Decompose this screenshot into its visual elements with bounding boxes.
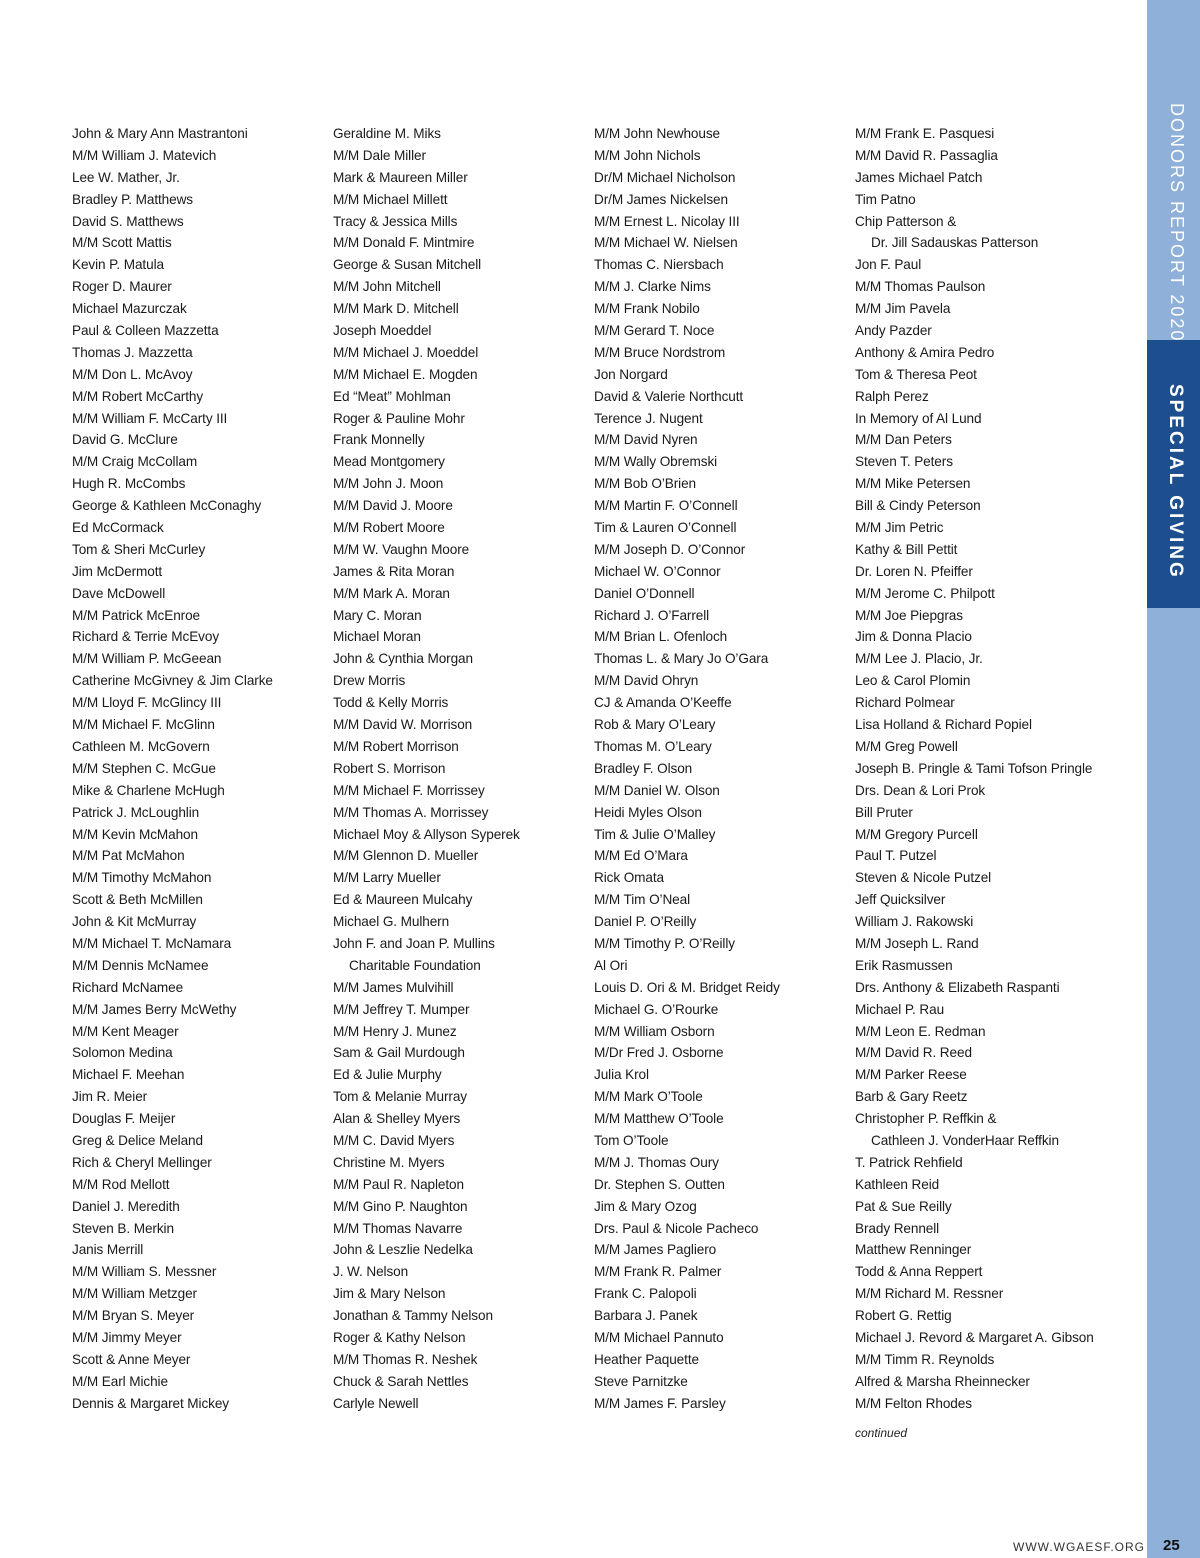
donor-entry: Andy Pazder [855, 323, 932, 339]
donor-entry: Louis D. Ori & M. Bridget Reidy [594, 979, 780, 995]
donor-entry: M/M Thomas A. Morrissey [333, 804, 489, 820]
donor-entry: Michael F. Meehan [72, 1067, 185, 1083]
donor-entry: M/M Gregory Purcell [855, 826, 978, 842]
donor-entry: Pat & Sue Reilly [855, 1198, 952, 1214]
donor-entry: Richard McNamee [72, 979, 184, 995]
donor-column-3 [594, 123, 849, 1415]
donor-entry: John & Kit McMurray [72, 914, 197, 930]
donor-entry: M/M Michael F. McGlinn [72, 717, 215, 733]
donor-entry: Erik Rasmussen [855, 957, 953, 973]
donor-entry: Ed & Maureen Mulcahy [333, 892, 473, 908]
donor-entry: M/Dr Fred J. Osborne [594, 1045, 724, 1061]
donor-entry: M/M Michael E. Mogden [333, 366, 478, 382]
donor-entry: Terence J. Nugent [594, 410, 703, 426]
donor-entry: M/M John Mitchell [333, 279, 441, 295]
donor-entry: Christine M. Myers [333, 1154, 445, 1170]
donor-entry: M/M William F. McCarty III [72, 410, 228, 426]
donor-entry: Scott & Beth McMillen [72, 892, 203, 908]
donor-entry: M/M Kent Meager [72, 1023, 179, 1039]
donor-entry: M/M John Nichols [594, 147, 701, 163]
donor-entry: M/M Parker Reese [855, 1067, 967, 1083]
donor-entry: M/M Robert Moore [333, 520, 445, 536]
donor-entry: M/M Wally Obremski [594, 454, 718, 470]
donor-entry: Al Ori [594, 957, 628, 973]
donor-entry: M/M John Newhouse [594, 126, 720, 141]
donor-entry: Dr. Stephen S. Outten [594, 1176, 725, 1192]
donor-entry: Steven T. Peters [855, 454, 953, 470]
donor-entry: Tim & Julie O’Malley [594, 826, 716, 842]
section-title: SPECIAL GIVING [1165, 384, 1186, 580]
donor-entry: Kathy & Bill Pettit [855, 541, 958, 557]
donor-entry: CJ & Amanda O’Keeffe [594, 695, 732, 711]
donor-entry: M/M Robert Morrison [333, 738, 459, 754]
donor-entry: Dennis & Margaret Mickey [72, 1395, 230, 1411]
donor-entry: M/M David R. Reed [855, 1045, 972, 1061]
donor-entry: M/M Robert McCarthy [72, 388, 204, 404]
donor-column-1 [72, 123, 327, 1415]
donor-entry: M/M Matthew O’Toole [594, 1111, 724, 1127]
donor-entry: Michael Moy & Allyson Syperek [333, 826, 520, 842]
donor-entry: Greg & Delice Meland [72, 1132, 203, 1148]
donor-entry: Heather Paquette [594, 1351, 699, 1367]
donor-entry: M/M William S. Messner [72, 1264, 217, 1280]
donor-entry: John & Leszlie Nedelka [333, 1242, 473, 1258]
donor-entry: James Michael Patch [855, 169, 983, 185]
donor-entry: Bill & Cindy Peterson [855, 498, 981, 514]
donor-entry: M/M W. Vaughn Moore [333, 541, 470, 557]
donor-entry: Dr/M Michael Nicholson [594, 169, 736, 185]
donor-entry: Cathleen J. VonderHaar Reffkin [871, 1132, 1059, 1148]
donor-entry: Drew Morris [333, 673, 406, 689]
donor-entry: M/M Rod Mellott [72, 1176, 170, 1192]
donor-entry: Mead Montgomery [333, 454, 445, 470]
donor-entry: M/M James Pagliero [594, 1242, 717, 1258]
donor-entry: John F. and Joan P. Mullins [333, 935, 495, 951]
donor-entry: Michael J. Revord & Margaret A. Gibson [855, 1329, 1094, 1345]
donor-entry: Drs. Dean & Lori Prok [855, 782, 986, 798]
donor-entry: Jim R. Meier [72, 1089, 148, 1105]
donor-entry: M/M Timm R. Reynolds [855, 1351, 995, 1367]
donor-entry: Daniel O’Donnell [594, 585, 695, 601]
donor-entry: Steven B. Merkin [72, 1220, 174, 1236]
donor-entry: M/M Lee J. Placio, Jr. [855, 651, 983, 667]
donor-entry: Charitable Foundation [349, 957, 481, 973]
donor-entry: Jeff Quicksilver [855, 892, 946, 908]
donor-entry: Drs. Paul & Nicole Pacheco [594, 1220, 759, 1236]
donor-entry: Roger & Pauline Mohr [333, 410, 465, 426]
donor-entry: Sam & Gail Murdough [333, 1045, 465, 1061]
donor-entry: Tim Patno [855, 191, 916, 207]
donor-entry: Barbara J. Panek [594, 1308, 698, 1324]
donor-entry: T. Patrick Rehfield [855, 1154, 963, 1170]
donor-entry: M/M Paul R. Napleton [333, 1176, 464, 1192]
donor-entry: Michael Mazurczak [72, 301, 187, 317]
donor-entry: M/M Patrick McEnroe [72, 607, 201, 623]
donor-entry: Frank Monnelly [333, 432, 425, 448]
donor-entry: Douglas F. Meijer [72, 1111, 176, 1127]
donor-entry: M/M C. David Myers [333, 1132, 455, 1148]
donor-entry: Roger D. Maurer [72, 279, 172, 295]
footer-url[interactable]: WWW.WGAESF.ORG [1013, 1540, 1145, 1554]
donor-entry: M/M James Berry McWethy [72, 1001, 237, 1017]
donor-entry: M/M Lloyd F. McGlincy III [72, 695, 222, 711]
donor-entry: Matthew Renninger [855, 1242, 972, 1258]
donor-entry: Cathleen M. McGovern [72, 738, 210, 754]
donor-entry: M/M Bryan S. Meyer [72, 1308, 195, 1324]
continued-label: continued [855, 1426, 908, 1440]
donor-entry: Robert S. Morrison [333, 760, 446, 776]
donor-entry: Heidi Myles Olson [594, 804, 702, 820]
donor-entry: Solomon Medina [72, 1045, 173, 1061]
donor-entry: M/M Richard M. Ressner [855, 1286, 1004, 1302]
donor-entry: M/M Dan Peters [855, 432, 952, 448]
donor-entry: M/M Mark A. Moran [333, 585, 450, 601]
donor-entry: Thomas C. Niersbach [594, 257, 724, 273]
donor-entry: M/M Scott Mattis [72, 235, 172, 251]
donor-entry: Richard & Terrie McEvoy [72, 629, 220, 645]
donor-entry: M/M Bob O’Brien [594, 476, 696, 492]
donor-entry: M/M Michael F. Morrissey [333, 782, 485, 798]
donor-entry: Carlyle Newell [333, 1395, 419, 1411]
donor-entry: M/M Dale Miller [333, 147, 426, 163]
donor-entry: M/M Kevin McMahon [72, 826, 198, 842]
donor-entry: Bradley P. Matthews [72, 191, 194, 207]
donor-entry: Michael G. Mulhern [333, 914, 450, 930]
donor-entry: M/M David Ohryn [594, 673, 699, 689]
donor-entry: Janis Merrill [72, 1242, 144, 1258]
donor-entry: Christopher P. Reffkin & [855, 1111, 997, 1127]
donor-entry: Scott & Anne Meyer [72, 1351, 191, 1367]
donor-entry: Tom & Theresa Peot [855, 366, 977, 382]
donor-entry: George & Kathleen McConaghy [72, 498, 262, 514]
donor-entry: Chuck & Sarah Nettles [333, 1373, 469, 1389]
donor-entry: Jim & Donna Placio [855, 629, 972, 645]
donor-entry: Anthony & Amira Pedro [855, 344, 995, 360]
donor-entry: M/M William P. McGeean [72, 651, 222, 667]
donor-entry: Dr. Jill Sadauskas Patterson [871, 235, 1039, 251]
donor-entry: Thomas L. & Mary Jo O’Gara [594, 651, 769, 667]
donor-entry: John & Cynthia Morgan [333, 651, 473, 667]
donor-entry: M/M Michael W. Nielsen [594, 235, 738, 251]
donor-entry: M/M David W. Morrison [333, 717, 473, 733]
donor-entry: Thomas M. O’Leary [594, 738, 712, 754]
donor-entry: Patrick J. McLoughlin [72, 804, 200, 820]
donor-entry: M/M Ernest L. Nicolay III [594, 213, 740, 229]
donor-entry: M/M Mark D. Mitchell [333, 301, 459, 317]
donor-entry: M/M Joseph D. O’Connor [594, 541, 746, 557]
donor-entry: M/M David Nyren [594, 432, 698, 448]
donor-entry: Paul & Colleen Mazzetta [72, 323, 219, 339]
donor-entry: Steven & Nicole Putzel [855, 870, 992, 886]
donor-entry: Alfred & Marsha Rheinnecker [855, 1373, 1030, 1389]
donor-entry: M/M Jeffrey T. Mumper [333, 1001, 470, 1017]
donor-entry: George & Susan Mitchell [333, 257, 482, 273]
donor-entry: Frank C. Palopoli [594, 1286, 697, 1302]
donor-entry: M/M Tim O’Neal [594, 892, 691, 908]
donor-entry: Mark & Maureen Miller [333, 169, 468, 185]
donor-entry: M/M Craig McCollam [72, 454, 198, 470]
donor-entry: Jon Norgard [594, 366, 668, 382]
donor-entry: Paul T. Putzel [855, 848, 937, 864]
donor-entry: J. W. Nelson [333, 1264, 409, 1280]
donor-entry: Rich & Cheryl Mellinger [72, 1154, 212, 1170]
donor-entry: Joseph Moeddel [333, 323, 432, 339]
donor-entry: Jon F. Paul [855, 257, 922, 273]
donor-entry: M/M Martin F. O’Connell [594, 498, 738, 514]
donor-entry: Catherine McGivney & Jim Clarke [72, 673, 273, 689]
donor-entry: Joseph B. Pringle & Tami Tofson Pringle [855, 760, 1093, 776]
donor-entry: M/M Larry Mueller [333, 870, 441, 886]
donor-entry: M/M Thomas R. Neshek [333, 1351, 478, 1367]
report-title: DONORS REPORT 2020 [1167, 103, 1187, 343]
donor-entry: Jim McDermott [72, 563, 163, 579]
donor-entry: M/M Frank R. Palmer [594, 1264, 722, 1280]
donor-entry: David & Valerie Northcutt [594, 388, 744, 404]
donor-entry: Dr. Loren N. Pfeiffer [855, 563, 973, 579]
donor-entry: Richard Polmear [855, 695, 955, 711]
donor-entry: Michael W. O’Connor [594, 563, 721, 579]
donor-entry: M/M J. Clarke Nims [594, 279, 711, 295]
donor-entry: Richard J. O’Farrell [594, 607, 710, 623]
donor-entry: John & Mary Ann Mastrantoni [72, 126, 248, 141]
donor-entry: In Memory of Al Lund [855, 410, 982, 426]
donor-entry: Tom & Sheri McCurley [72, 541, 206, 557]
donor-entry: M/M Pat McMahon [72, 848, 185, 864]
donor-entry: M/M John J. Moon [333, 476, 444, 492]
donor-entry: Mary C. Moran [333, 607, 422, 623]
donor-entry: M/M Michael J. Moeddel [333, 344, 479, 360]
donor-entry: Tom O’Toole [594, 1132, 669, 1148]
donor-entry: Ed “Meat” Mohlman [333, 388, 451, 404]
donor-entry: M/M Thomas Navarre [333, 1220, 463, 1236]
donor-entry: M/M Joe Piepgras [855, 607, 963, 623]
donor-entry: Lee W. Mather, Jr. [72, 169, 180, 185]
donor-entry: Roger & Kathy Nelson [333, 1329, 466, 1345]
donor-entry: Todd & Anna Reppert [855, 1264, 983, 1280]
donor-entry: Drs. Anthony & Elizabeth Raspanti [855, 979, 1060, 995]
donor-entry: Julia Krol [594, 1067, 649, 1083]
donor-entry: Kathleen Reid [855, 1176, 940, 1192]
donor-entry: M/M Michael Millett [333, 191, 448, 207]
donor-entry: Geraldine M. Miks [333, 126, 441, 141]
donor-entry: M/M Leon E. Redman [855, 1023, 986, 1039]
donor-column-2 [333, 123, 588, 1415]
donor-entry: Dave McDowell [72, 585, 166, 601]
donor-entry: James & Rita Moran [333, 563, 455, 579]
donor-entry: M/M Joseph L. Rand [855, 935, 979, 951]
donor-entry: M/M David R. Passaglia [855, 147, 998, 163]
donor-entry: Alan & Shelley Myers [333, 1111, 461, 1127]
donor-entry: M/M Mark O’Toole [594, 1089, 703, 1105]
donor-entry: Brady Rennell [855, 1220, 940, 1236]
donor-entry: Ralph Perez [855, 388, 929, 404]
donor-entry: Jonathan & Tammy Nelson [333, 1308, 493, 1324]
donor-entry: M/M James Mulvihill [333, 979, 454, 995]
donor-entry: M/M Earl Michie [72, 1373, 168, 1389]
donor-entry: Ed & Julie Murphy [333, 1067, 442, 1083]
donor-list [72, 123, 1152, 1423]
donor-entry: Barb & Gary Reetz [855, 1089, 968, 1105]
donor-entry: Michael Moran [333, 629, 421, 645]
donor-entry: M/M Henry J. Munez [333, 1023, 457, 1039]
donor-entry: David S. Matthews [72, 213, 184, 229]
donor-entry: M/M Thomas Paulson [855, 279, 986, 295]
donor-entry: Steve Parnitzke [594, 1373, 688, 1389]
donor-entry: Dr/M James Nickelsen [594, 191, 728, 207]
donor-entry: M/M William Osborn [594, 1023, 715, 1039]
donor-entry: M/M Timothy P. O’Reilly [594, 935, 735, 951]
donor-entry: M/M Bruce Nordstrom [594, 344, 726, 360]
donor-entry: M/M Michael T. McNamara [72, 935, 232, 951]
donor-entry: Jim & Mary Ozog [594, 1198, 697, 1214]
donor-entry: Daniel P. O’Reilly [594, 914, 697, 930]
donor-entry: William J. Rakowski [855, 914, 974, 930]
donor-entry: Hugh R. McCombs [72, 476, 186, 492]
donor-entry: M/M Jim Petric [855, 520, 944, 536]
donor-entry: Tom & Melanie Murray [333, 1089, 467, 1105]
donor-entry: M/M Stephen C. McGue [72, 760, 216, 776]
donor-entry: M/M Michael Pannuto [594, 1329, 724, 1345]
donor-entry: M/M Dennis McNamee [72, 957, 209, 973]
donor-entry: Michael P. Rau [855, 1001, 945, 1017]
donor-entry: M/M Gino P. Naughton [333, 1198, 468, 1214]
donor-entry: Mike & Charlene McHugh [72, 782, 225, 798]
donor-entry: Ed McCormack [72, 520, 164, 536]
donor-entry: Robert G. Rettig [855, 1308, 952, 1324]
donor-entry: M/M Mike Petersen [855, 476, 971, 492]
donor-entry: M/M Frank Nobilo [594, 301, 700, 317]
donor-entry: M/M Daniel W. Olson [594, 782, 720, 798]
donor-entry: M/M Felton Rhodes [855, 1395, 972, 1411]
donor-entry: Thomas J. Mazzetta [72, 344, 193, 360]
donor-entry: M/M Frank E. Pasquesi [855, 126, 995, 141]
donor-column-4 [855, 123, 1110, 1415]
donor-entry: Bill Pruter [855, 804, 913, 820]
donor-entry: M/M Greg Powell [855, 738, 958, 754]
donor-entry: Kevin P. Matula [72, 257, 164, 273]
donor-entry: M/M Jimmy Meyer [72, 1329, 182, 1345]
donor-entry: David G. McClure [72, 432, 178, 448]
donor-entry: Tim & Lauren O’Connell [594, 520, 737, 536]
donor-entry: M/M Don L. McAvoy [72, 366, 193, 382]
donor-entry: Bradley F. Olson [594, 760, 693, 776]
donor-entry: Daniel J. Meredith [72, 1198, 180, 1214]
donor-entry: Lisa Holland & Richard Popiel [855, 717, 1032, 733]
donor-entry: Rick Omata [594, 870, 665, 886]
donor-entry: M/M Ed O’Mara [594, 848, 688, 864]
donor-entry: Jim & Mary Nelson [333, 1286, 446, 1302]
donor-entry: Leo & Carol Plomin [855, 673, 971, 689]
donor-entry: M/M Gerard T. Noce [594, 323, 715, 339]
donor-entry: M/M David J. Moore [333, 498, 453, 514]
donor-entry: Rob & Mary O’Leary [594, 717, 716, 733]
donor-entry: M/M J. Thomas Oury [594, 1154, 719, 1170]
donor-entry: M/M Donald F. Mintmire [333, 235, 475, 251]
donor-entry: M/M Brian L. Ofenloch [594, 629, 728, 645]
donor-entry: M/M Timothy McMahon [72, 870, 212, 886]
donor-entry: Todd & Kelly Morris [333, 695, 449, 711]
donor-entry: M/M James F. Parsley [594, 1395, 726, 1411]
donor-entry: Michael G. O’Rourke [594, 1001, 719, 1017]
donor-entry: Tracy & Jessica Mills [333, 213, 458, 229]
donor-entry: M/M William Metzger [72, 1286, 197, 1302]
donor-entry: M/M Jim Pavela [855, 301, 951, 317]
page-number: 25 [1163, 1537, 1180, 1554]
donor-entry: M/M William J. Matevich [72, 147, 217, 163]
donor-entry: Chip Patterson & [855, 213, 957, 229]
donor-entry: M/M Glennon D. Mueller [333, 848, 479, 864]
donor-entry: M/M Jerome C. Philpott [855, 585, 995, 601]
